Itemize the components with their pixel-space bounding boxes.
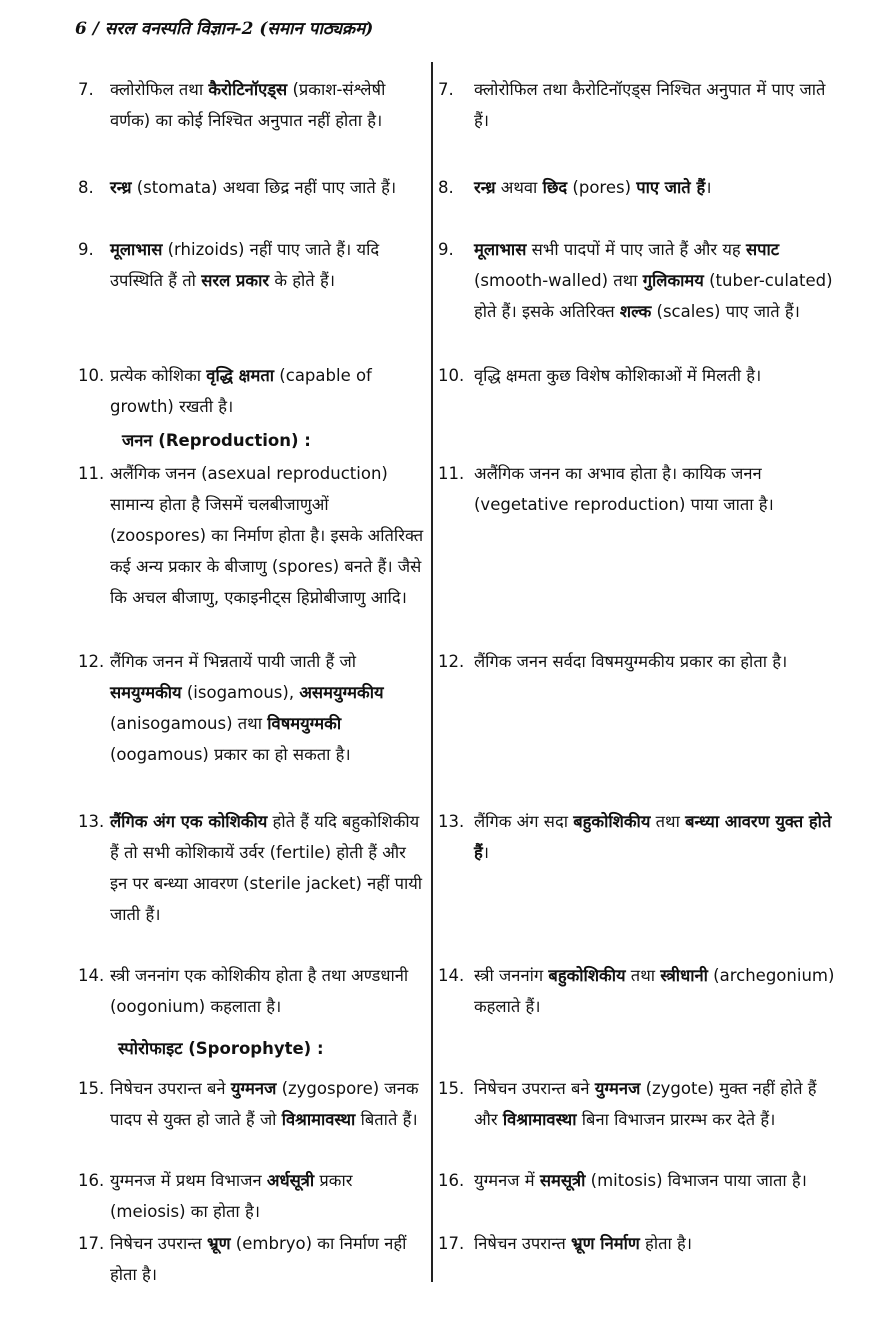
item-text <box>474 806 842 868</box>
item-text <box>474 172 842 203</box>
item-text <box>110 360 425 422</box>
text-run: (rhizoids) नहीं पाए जाते हैं। यदि उपस्थिति हैं तो <box>110 240 380 290</box>
text-run: । <box>482 843 490 862</box>
item-text <box>474 646 842 677</box>
text-run: बिना विभाजन प्रारम्भ कर देते हैं। <box>576 1110 776 1129</box>
item-number: 10. <box>438 366 465 385</box>
text-run: (embryo) का निर्माण नहीं होता है। <box>110 1234 407 1284</box>
item-number: 7. <box>78 80 94 99</box>
item-number: 15. <box>78 1079 105 1098</box>
item-number: 12. <box>438 652 465 671</box>
bold-term: वृद्धि क्षमता <box>206 366 275 385</box>
bold-term: युग्मनज <box>230 1079 277 1098</box>
item-number: 9. <box>438 240 454 259</box>
text-run: । <box>705 178 712 197</box>
text-run: (anisogamous) तथा <box>110 714 268 733</box>
bold-term: गुलिकामय <box>642 271 704 290</box>
text-run: निषेचन उपरान्त बने <box>110 1079 231 1098</box>
item-text <box>110 1073 425 1135</box>
bold-term: असमयुग्मकीय <box>299 683 384 702</box>
text-run: (smooth-walled) तथा <box>474 271 643 290</box>
text-run: (stomata) अथवा छिद्र नहीं पाए जाते हैं। <box>131 178 397 197</box>
subheading-reproduction: जनन (Reproduction) : <box>122 431 311 450</box>
item-text <box>474 458 842 520</box>
item-number: 11. <box>78 464 105 483</box>
text-run: अलैंगिक जनन का अभाव होता है। कायिक जनन (vegetative reproduction) पाया जाता है। <box>474 464 774 514</box>
bold-term: अर्धसूत्री <box>266 1171 315 1190</box>
item-text <box>474 360 842 391</box>
item-text <box>474 1073 842 1135</box>
text-run: (pores) <box>567 178 637 197</box>
text-run: लैंगिक जनन में भिन्नतायें पायी जाती हैं जो <box>110 652 357 671</box>
item-number: 13. <box>78 812 105 831</box>
item-number: 8. <box>438 178 454 197</box>
bold-term: विश्रामावस्था <box>281 1110 356 1129</box>
item-number: 15. <box>438 1079 465 1098</box>
item-number: 16. <box>78 1171 105 1190</box>
bold-term: सपाट <box>745 240 780 259</box>
item-text <box>110 646 425 770</box>
text-run: (tuber-culated) होते हैं। इसके अतिरिक्त <box>474 271 833 321</box>
bold-term: समयुग्मकीय <box>110 683 182 702</box>
text-run: तथा <box>650 812 686 831</box>
text-run: निषेचन उपरान्त <box>474 1234 572 1253</box>
item-text <box>110 806 425 930</box>
text-run: क्लोरोफिल तथा <box>110 80 209 99</box>
bold-term: शल्क <box>619 302 652 321</box>
text-run: प्रकार (meiosis) का होता है। <box>110 1171 353 1221</box>
text-run: के होते हैं। <box>269 271 335 290</box>
item-text <box>110 172 425 203</box>
item-text <box>110 1228 425 1290</box>
item-number: 8. <box>78 178 94 197</box>
text-run: (zygospore) जनक पादप से युक्त हो जाते हैं जो <box>110 1079 419 1129</box>
bold-term: छिद <box>542 178 568 197</box>
item-number: 14. <box>438 966 465 985</box>
bold-term: स्त्रीधानी <box>660 966 708 985</box>
bold-term: समसूत्री <box>539 1171 586 1190</box>
item-number: 9. <box>78 240 94 259</box>
text-run: (प्रकाश-संश्लेषी वर्णक) का कोई निश्चित अनुपात नहीं होता है। <box>110 80 386 130</box>
item-text <box>474 960 842 1022</box>
bold-term: मूलाभास <box>474 240 527 259</box>
item-text <box>110 74 425 136</box>
text-run: स्त्री जननांग <box>474 966 549 985</box>
item-number: 13. <box>438 812 465 831</box>
item-text <box>474 1228 842 1259</box>
text-run: स्त्री जननांग एक कोशिकीय होता है तथा अण्डधानी (oogonium) कहलाता है। <box>110 966 409 1016</box>
item-number: 14. <box>78 966 105 985</box>
text-run: युग्मनज में प्रथम विभाजन <box>110 1171 267 1190</box>
page-header: 6 / सरल वनस्पति विज्ञान-2 (समान पाठ्यक्रम) <box>75 19 374 39</box>
item-text <box>474 74 842 136</box>
text-run: (archegonium) कहलाते हैं। <box>474 966 835 1016</box>
bold-term: कैरोटिनॉएड्स <box>208 80 288 99</box>
bold-term: रन्ध्र <box>110 178 132 197</box>
text-run: प्रत्येक कोशिका <box>110 366 207 385</box>
text-run: सभी पादपों में पाए जाते हैं और यह <box>526 240 746 259</box>
text-run: होते हैं यदि बहुकोशिकीय हैं तो सभी कोशिकायें उर्वर (fertile) होती हैं और इन पर बन्ध्या आवरण (sterile jacket) नहीं पायी जाती हैं। <box>110 812 423 924</box>
item-number: 16. <box>438 1171 465 1190</box>
bold-term: बन्ध्या आवरण युक्त होते हैं <box>474 812 832 862</box>
item-text <box>474 1165 842 1196</box>
column-divider <box>431 62 433 1282</box>
text-run: (isogamous), <box>181 683 300 702</box>
bold-term: बहुकोशिकीय <box>573 812 651 831</box>
bold-term: रन्ध्र <box>474 178 496 197</box>
bold-term: विश्रामावस्था <box>502 1110 577 1129</box>
item-number: 11. <box>438 464 465 483</box>
item-number: 17. <box>438 1234 465 1253</box>
bold-term: भ्रूण <box>207 1234 231 1253</box>
bold-term: लैंगिक अंग एक कोशिकीय <box>110 812 268 831</box>
text-run: अथवा <box>495 178 543 197</box>
text-run: (zygote) मुक्त नहीं होते हैं और <box>474 1079 817 1129</box>
item-text <box>110 1165 425 1227</box>
item-number: 17. <box>78 1234 105 1253</box>
bold-term: युग्मनज <box>594 1079 641 1098</box>
text-run: होता है। <box>639 1234 693 1253</box>
item-text <box>110 234 425 296</box>
bold-term: सरल प्रकार <box>201 271 270 290</box>
bold-term: बहुकोशिकीय <box>548 966 626 985</box>
bold-term: भ्रूण निर्माण <box>571 1234 640 1253</box>
text-run: तथा <box>625 966 661 985</box>
subheading-sporophyte: स्पोरोफाइट (Sporophyte) : <box>118 1039 324 1058</box>
text-run: अलैंगिक जनन (asexual reproduction) सामान्य होता है जिसमें चलबीजाणुओं (zoospores) का निर्माण होता है। इसके अतिरिक्त कई अन्य प्रकार के बीजाणु (spores) बनते हैं। जैसे कि अचल बीजाणु, एकाइनीट्स हिप्नोबीजाणु आदि। <box>110 464 424 607</box>
item-number: 10. <box>78 366 105 385</box>
text-run: (capable of growth) रखती है। <box>110 366 372 416</box>
bold-term: मूलाभास <box>110 240 163 259</box>
item-text <box>110 458 425 613</box>
text-run: (oogamous) प्रकार का हो सकता है। <box>110 745 351 764</box>
item-text <box>110 960 425 1022</box>
text-run: निषेचन उपरान्त <box>110 1234 208 1253</box>
text-run: निषेचन उपरान्त बने <box>474 1079 595 1098</box>
bold-term: पाए जाते हैं <box>636 178 706 197</box>
text-run: बिताते हैं। <box>355 1110 418 1129</box>
text-run: क्लोरोफिल तथा कैरोटिनॉएड्स निश्चित अनुपात में पाए जाते हैं। <box>474 80 826 130</box>
text-run: लैंगिक अंग सदा <box>474 812 574 831</box>
text-run: (mitosis) विभाजन पाया जाता है। <box>585 1171 807 1190</box>
item-number: 12. <box>78 652 105 671</box>
text-run: वृद्धि क्षमता कुछ विशेष कोशिकाओं में मिलती है। <box>474 366 762 385</box>
item-number: 7. <box>438 80 454 99</box>
text-run: युग्मनज में <box>474 1171 540 1190</box>
text-run: लैंगिक जनन सर्वदा विषमयुग्मकीय प्रकार का होता है। <box>474 652 788 671</box>
bold-term: विषमयुग्मकी <box>267 714 342 733</box>
item-text <box>474 234 842 327</box>
text-run: (scales) पाए जाते हैं। <box>651 302 800 321</box>
